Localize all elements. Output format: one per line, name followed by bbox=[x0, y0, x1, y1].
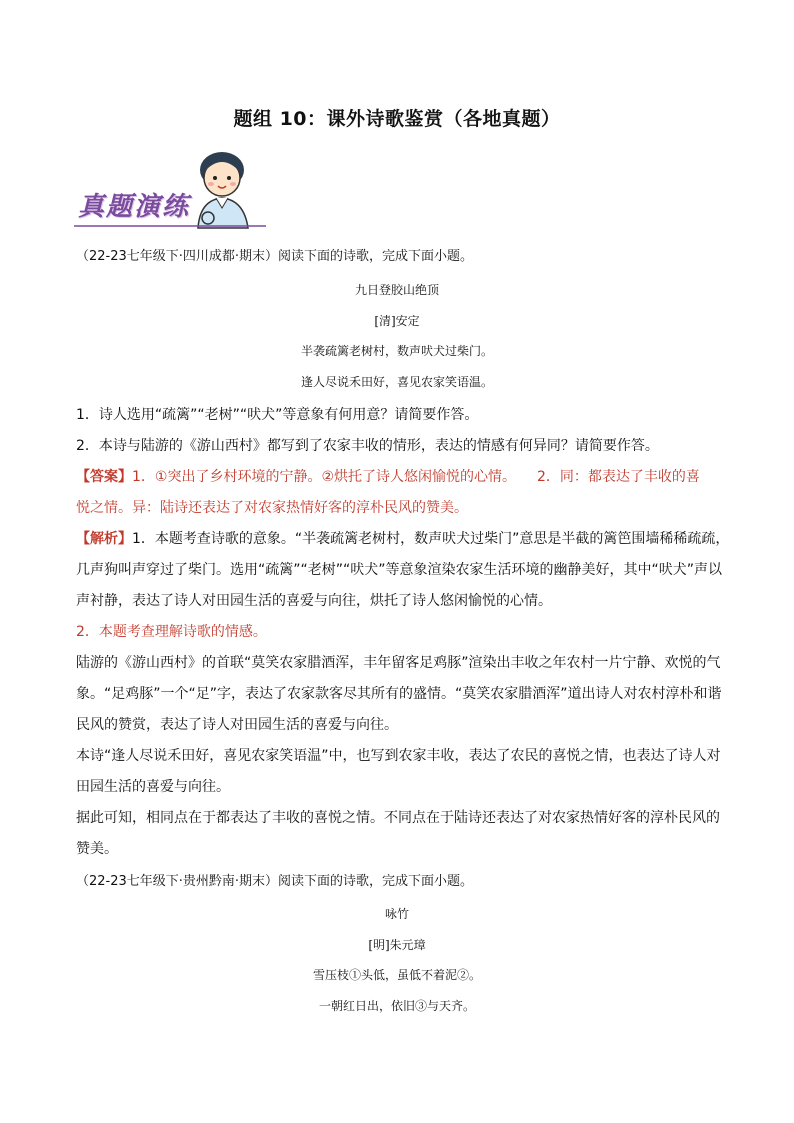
answer-line bbox=[76, 467, 700, 487]
q2-poem-author: [明]朱元璋 bbox=[368, 938, 426, 952]
analysis-text: 几声狗叫声穿过了柴门。选用“疏篱”“老树”“吠犬”等意象渲染农家生活环境的幽静美好，其中“吠犬”声以 bbox=[76, 562, 723, 578]
answer-text: 悦之情。异：陆诗还表达了对农家热情好客的淳朴民风的赞美。 bbox=[76, 500, 468, 516]
banner-illustration bbox=[70, 148, 280, 230]
page-title: 题组 10：课外诗歌鉴赏（各地真题） bbox=[233, 108, 561, 130]
answer-tag: 【答案】 bbox=[76, 469, 132, 485]
q1-poem-line: 逢人尽说禾田好，喜见农家笑语温。 bbox=[300, 375, 493, 389]
q2-poem-line: 雪压枝①头低，虽低不着泥②。 bbox=[312, 968, 481, 982]
analysis-text: 1．本题考查诗歌的意象。“半袭疏篱老树村，数声吠犬过柴门”意思是半截的篱笆围墙稀稀疏疏， bbox=[132, 531, 730, 547]
q2-source: （22-23七年级下·贵州黔南·期末）阅读下面的诗歌，完成下面小题。 bbox=[76, 874, 474, 889]
analysis-text: 2．本题考查理解诗歌的情感。 bbox=[76, 624, 267, 640]
analysis-text: 赞美。 bbox=[76, 841, 118, 857]
q1-poem-author: [清]安定 bbox=[374, 314, 420, 328]
q1-poem-line: 半袭疏篱老树村，数声吠犬过柴门。 bbox=[300, 344, 493, 358]
analysis-text: 田园生活的喜爱与向往。 bbox=[76, 779, 230, 795]
analysis-text: 民风的赞赏，表达了诗人对田园生活的喜爱与向往。 bbox=[76, 717, 398, 733]
banner-label: 真题演练 bbox=[78, 192, 191, 222]
q1-question: 1．诗人选用“疏篱”“老树”“吠犬”等意象有何用意？请简要作答。 bbox=[76, 407, 479, 423]
analysis-line bbox=[76, 529, 729, 549]
q2-poem-line: 一朝红日出，依旧③与天齐。 bbox=[318, 999, 475, 1013]
analysis-tag: 【解析】 bbox=[76, 531, 132, 547]
q1-question: 2．本诗与陆游的《游山西村》都写到了农家丰收的情形，表达的情感有何异同？请简要作答。 bbox=[76, 438, 659, 454]
answer-text: 1．①突出了乡村环境的宁静。②烘托了诗人悠闲愉悦的心情。 2．同：都表达了丰收的喜 bbox=[132, 469, 700, 485]
q1-poem-title: 九日登胶山绝顶 bbox=[354, 283, 439, 297]
q1-source: （22-23七年级下·四川成都·期末）阅读下面的诗歌，完成下面小题。 bbox=[76, 249, 474, 264]
analysis-text: 本诗“逢人尽说禾田好，喜见农家笑语温”中，也写到农家丰收，表达了农民的喜悦之情，也表达了诗人对 bbox=[76, 748, 721, 764]
analysis-text: 声衬静，表达了诗人对田园生活的喜爱与向往，烘托了诗人悠闲愉悦的心情。 bbox=[76, 593, 552, 609]
q2-poem-title: 咏竹 bbox=[384, 907, 409, 921]
analysis-text: 陆游的《游山西村》的首联“莫笑农家腊酒浑，丰年留客足鸡豚”渲染出丰收之年农村一片宁静、欢悦的气 bbox=[76, 655, 721, 671]
analysis-text: 据此可知，相同点在于都表达了丰收的喜悦之情。不同点在于陆诗还表达了对农家热情好客的淳朴民风的 bbox=[76, 810, 720, 826]
analysis-text: 象。“足鸡豚”一个“足”字，表达了农家款客尽其所有的盛情。“莫笑农家腊酒浑”道出诗人对农村淳朴和谐 bbox=[76, 686, 722, 702]
